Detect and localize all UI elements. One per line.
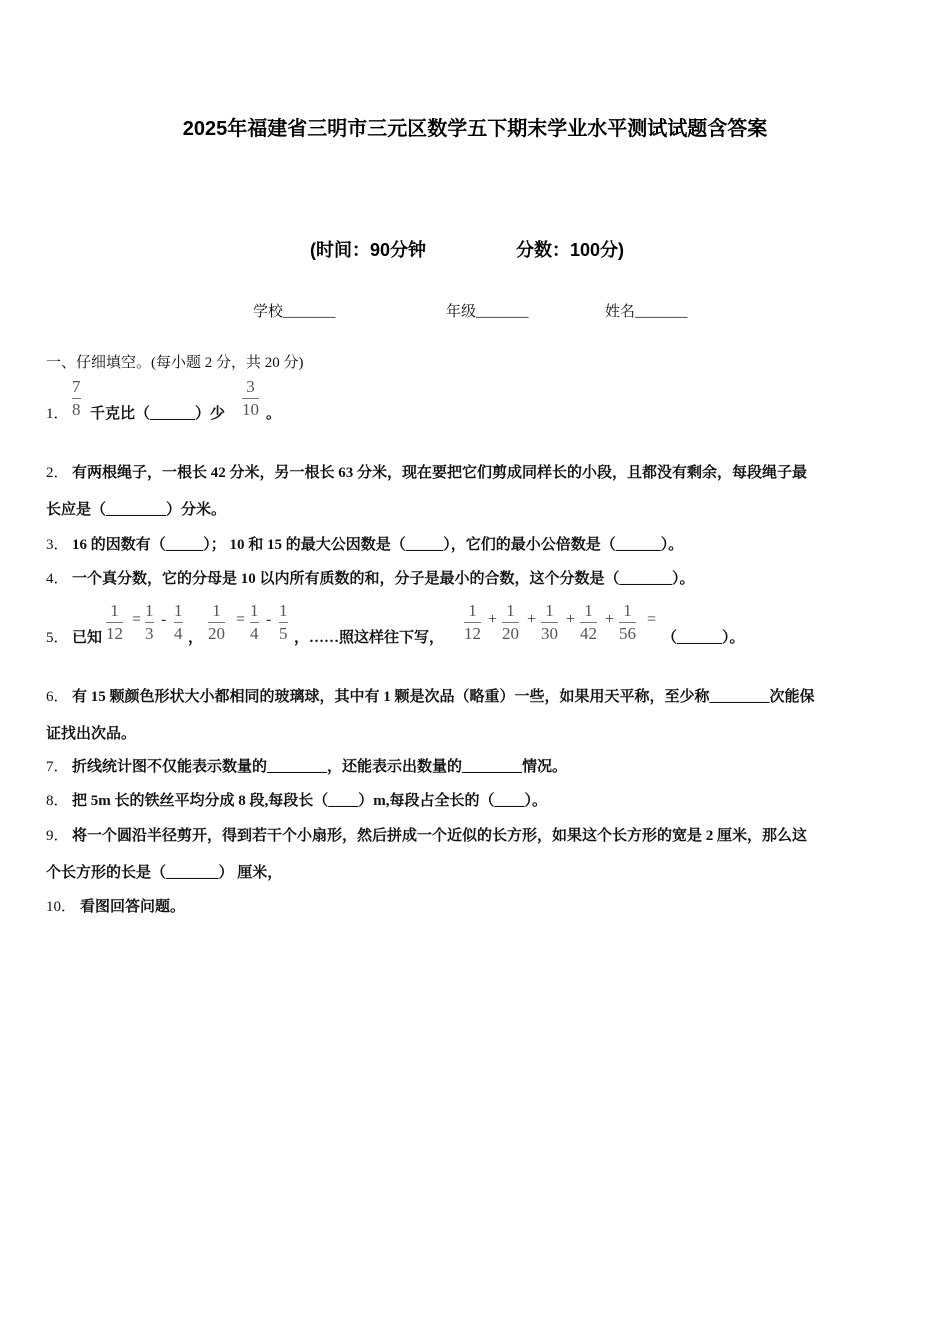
name-field: 姓名_______: [605, 304, 688, 320]
question-text: ，……照这样往下写，: [294, 630, 445, 646]
question-text: 长应是（________）分米。: [46, 502, 227, 518]
question-number: 7．: [46, 759, 69, 775]
numerator: 1: [110, 601, 119, 620]
question-number: 3．: [46, 537, 69, 553]
question-text: 折线统计图不仅能表示数量的________，还能表示出数量的________情况。: [72, 759, 568, 775]
numerator: 1: [145, 601, 154, 620]
fraction: [72, 377, 81, 420]
numerator: 1: [174, 601, 183, 620]
fraction: [580, 601, 597, 644]
question-number: 2．: [46, 465, 69, 481]
fraction: [279, 601, 288, 644]
numerator: 1: [506, 601, 515, 620]
page-title: 2025年福建省三明市三元区数学五下期末学业水平测试试题含答案: [182, 118, 768, 140]
denominator: 20: [502, 624, 519, 643]
question-text: 有两根绳子，一根长 42 分米，另一根长 63 分米，现在要把它们剪成同样长的小段，且都没有剩余，每段绳子最: [72, 465, 808, 481]
plus-sign: +: [566, 611, 576, 628]
question-text: 将一个圆沿半径剪开，得到若干个小扇形，然后拼成一个近似的长方形，如果这个长方形的宽是 2 厘米，那么这: [72, 828, 808, 844]
numerator: 1: [212, 601, 221, 620]
score-info: 分数：100分): [516, 240, 625, 260]
denominator: 56: [619, 624, 636, 643]
denominator: 3: [145, 624, 154, 643]
plus-sign: +: [605, 611, 615, 628]
fraction: [145, 601, 154, 644]
denominator: 12: [106, 624, 123, 643]
grade-field: 年级_______: [446, 304, 529, 320]
question-number: 1．: [46, 406, 69, 422]
question-text: 已知: [72, 630, 103, 646]
question-text: 看图回答问题。: [80, 899, 186, 915]
fraction: [174, 601, 183, 644]
fraction: [208, 601, 225, 644]
question-text: 千克比（______）少: [90, 406, 226, 422]
question-number: 5．: [46, 630, 69, 646]
section-heading: 一、仔细填空。(每小题 2 分，共 20 分): [46, 355, 304, 371]
minus-sign: -: [161, 611, 167, 628]
question-number: 6．: [46, 689, 69, 705]
question-text: 有 15 颗颜色形状大小都相同的玻璃球，其中有 1 颗是次品（略重）一些，如果用天平称，至少称________次能保: [72, 689, 815, 705]
numerator: 1: [584, 601, 593, 620]
denominator: 5: [279, 624, 288, 643]
denominator: 20: [208, 624, 225, 643]
time-info: (时间：90分钟: [310, 240, 427, 260]
denominator: 42: [580, 624, 597, 643]
question-number: 10．: [46, 899, 77, 915]
equals-sign: =: [647, 611, 657, 628]
question-text: 把 5m 长的铁丝平均分成 8 段,每段长（____）m,每段占全长的（____）。: [72, 793, 547, 809]
question-number: 9．: [46, 828, 69, 844]
numerator: 1: [623, 601, 632, 620]
question-number: 8．: [46, 793, 69, 809]
fraction: [619, 601, 636, 644]
fraction: [250, 601, 259, 644]
fraction: [242, 377, 259, 420]
denominator: 12: [464, 624, 481, 643]
minus-sign: -: [266, 611, 272, 628]
fraction: [541, 601, 558, 644]
question-text: 一个真分数，它的分母是 10 以内所有质数的和，分子是最小的合数，这个分数是（_______）。: [72, 571, 695, 587]
numerator: 1: [468, 601, 477, 620]
numerator: 1: [279, 601, 288, 620]
school-field: 学校_______: [253, 304, 336, 320]
question-text: 。: [266, 406, 282, 422]
fraction: [464, 601, 481, 644]
numerator: 1: [545, 601, 554, 620]
numerator: 3: [246, 377, 255, 396]
equals-sign: =: [236, 611, 246, 628]
fraction: [502, 601, 519, 644]
question-number: 4．: [46, 571, 69, 587]
answer-blank: （______）。: [662, 630, 745, 646]
question-text: 16 的因数有（_____）； 10 和 15 的最大公因数是（_____），它们的最小公倍数是（______）。: [72, 537, 684, 553]
fraction: [106, 601, 123, 644]
equals-sign: =: [132, 611, 142, 628]
denominator: 4: [174, 624, 183, 643]
denominator: 8: [72, 400, 81, 419]
question-text: 个长方形的长是（_______） 厘米，: [46, 865, 283, 881]
denominator: 4: [250, 624, 259, 643]
denominator: 10: [242, 400, 259, 419]
denominator: 30: [541, 624, 558, 643]
numerator: 1: [250, 601, 259, 620]
question-text: 证找出次品。: [46, 726, 137, 742]
separator: ，: [188, 630, 204, 646]
plus-sign: +: [527, 611, 537, 628]
plus-sign: +: [488, 611, 498, 628]
numerator: 7: [72, 377, 81, 396]
